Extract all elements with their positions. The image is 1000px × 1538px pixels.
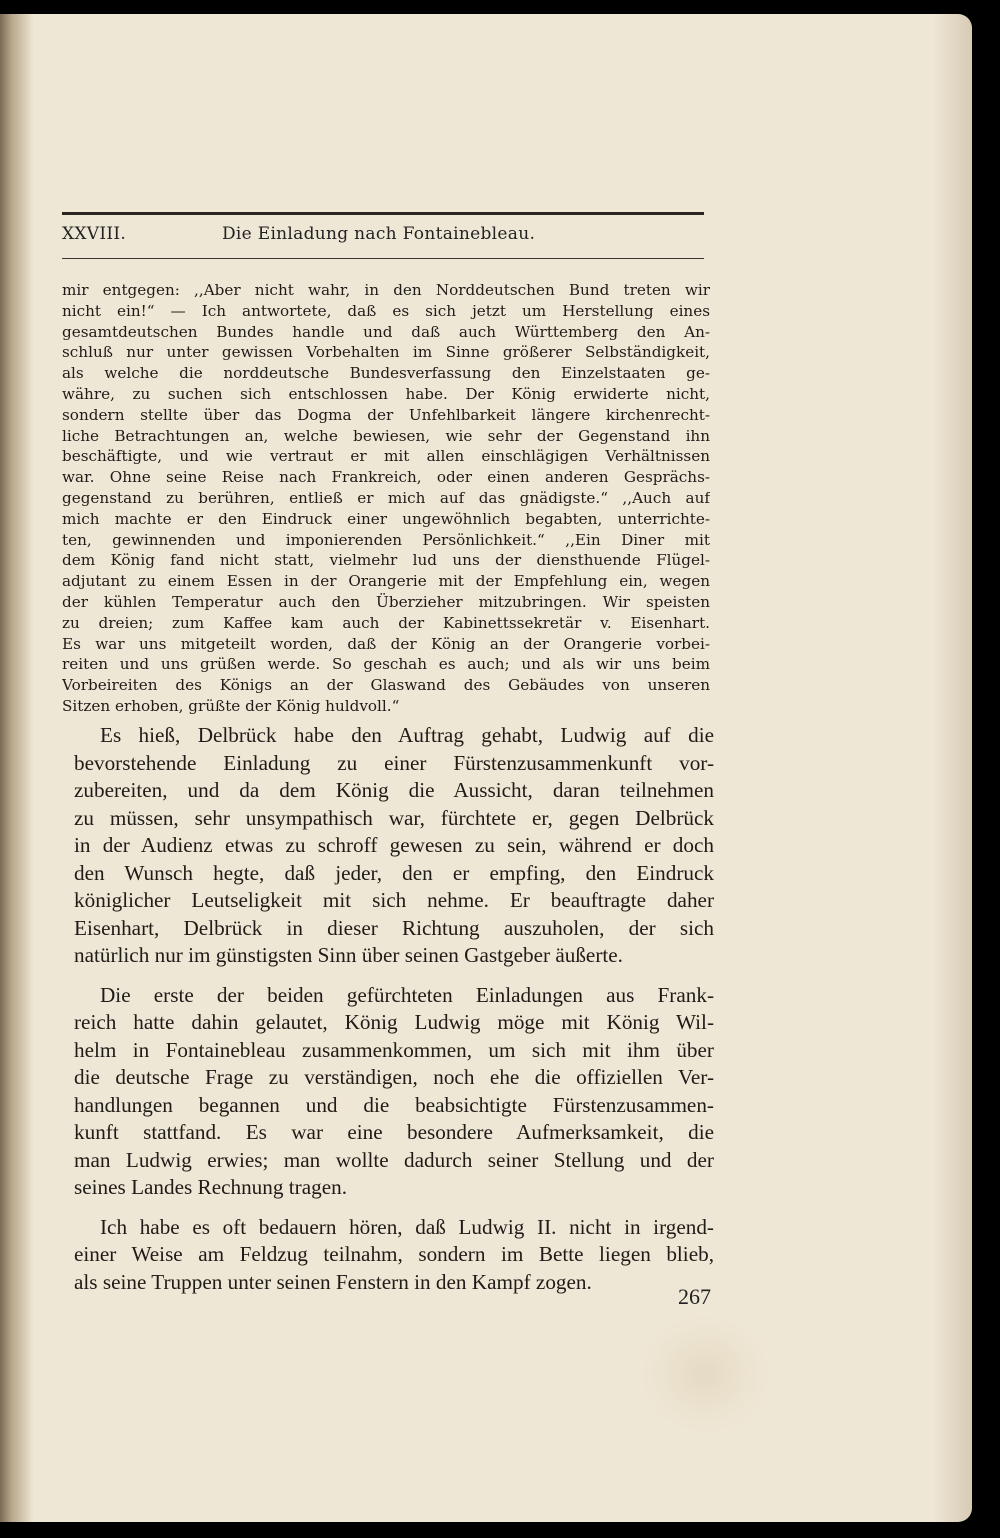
text-line: Eisenhart, Delbrück in dieser Richtung auszuholen, der sich (74, 915, 714, 940)
quote-line: ten, gewinnenden und imponierenden Persönlichkeit.“ ,,Ein Diner mit (62, 530, 710, 549)
quote-line: Vorbeireiten des Königs an der Glaswand des Gebäudes von unseren (62, 676, 710, 695)
text-line: bevorstehende Einladung zu einer Fürstenzusammenkunft vor- (74, 750, 714, 775)
quote-line: dem König fand nicht statt, vielmehr lud uns der diensthuende Flügel- (62, 551, 710, 570)
text-line: den Wunsch hegte, daß jeder, den er empfing, den Eindruck (74, 860, 714, 885)
paragraph (74, 982, 714, 1202)
quote-line: gegenstand zu berühren, entließ er mich auf das gnädigste.“ ,,Auch auf (62, 488, 710, 507)
quote-line: gesamtdeutschen Bundes handle und daß auch Württemberg den An- (62, 322, 710, 341)
page-number: 267 (678, 1284, 711, 1309)
body-text (74, 722, 714, 1308)
quote-line: nicht ein!“ — Ich antwortete, daß es sich jetzt um Herstellung eines (62, 301, 710, 320)
quote-line: als welche die norddeutsche Bundesverfassung den Einzelstaaten ge- (62, 364, 710, 383)
text-line: helm in Fontainebleau zusammenkommen, um sich mit ihm über (74, 1037, 714, 1062)
header-rule-bottom (62, 258, 704, 259)
quote-line: beschäftigte, und wie vertraut er mit allen einschlägigen Verhältnissen (62, 447, 710, 466)
paragraph (74, 722, 714, 970)
text-line: handlungen begannen und die beabsichtigte Fürstenzusammen- (74, 1092, 714, 1117)
text-line: kunft stattfand. Es war eine besondere Aufmerksamkeit, die (74, 1120, 714, 1144)
quote-line: Es war uns mitgeteilt worden, daß der König an der Orangerie vorbei- (62, 634, 710, 653)
quote-line: war. Ohne seine Reise nach Frankreich, oder einen anderen Gesprächs- (62, 468, 710, 487)
text-line: zubereiten, und da dem König die Aussicht, daran teilnehmen (74, 778, 714, 802)
quote-line: Sitzen erhoben, grüßte der König huldvoll.“ (62, 696, 400, 715)
chapter-number: XXVIII. (62, 224, 127, 244)
paper-stain (640, 1314, 770, 1434)
text-line: in der Audienz etwas zu schroff gewesen zu sein, während er doch (74, 833, 714, 857)
text-line: die deutsche Frage zu verständigen, noch ehe die offiziellen Ver- (74, 1065, 714, 1089)
quote-line: der kühlen Temperatur auch den Überzieher mitzubringen. Wir speisten (62, 592, 710, 611)
quote-line: adjutant zu einem Essen in der Orangerie mit der Empfehlung ein, wegen (62, 572, 710, 591)
text-line: einer Weise am Feldzug teilnahm, sondern im Bette liegen blieb, (74, 1242, 714, 1266)
chapter-title: Die Einladung nach Fontainebleau. (222, 224, 536, 244)
quote-line: liche Betrachtungen an, welche bewiesen, wie sehr der Gegenstand ihn (62, 426, 710, 445)
quote-line: mir entgegen: ,,Aber nicht wahr, in den Norddeutschen Bund treten wir (62, 281, 710, 299)
text-line: als seine Truppen unter seinen Fenstern in den Kampf zogen. (74, 1269, 592, 1294)
book-page (0, 14, 972, 1522)
quoted-passage (62, 280, 710, 717)
text-line: Die erste der beiden gefürchteten Einladungen aus Frank- (100, 982, 714, 1007)
text-line: Es hieß, Delbrück habe den Auftrag gehabt, Ludwig auf die (100, 723, 714, 747)
header-rule-top (62, 212, 704, 215)
quote-line: schluß nur unter gewissen Vorbehalten im Sinne größerer Selbständigkeit, (62, 343, 710, 362)
quote-line: reiten und uns grüßen werde. So geschah es auch; und als wir uns beim (62, 655, 710, 674)
quote-line: mich machte er den Eindruck einer ungewöhnlich begabten, unterrichte- (62, 509, 710, 528)
text-line: reich hatte dahin gelautet, König Ludwig möge mit König Wil- (74, 1010, 714, 1034)
text-line: königlicher Leutseligkeit mit sich nehme. Er beauftragte daher (74, 888, 714, 912)
paragraph (74, 1214, 714, 1297)
text-line: man Ludwig erwies; man wollte dadurch seiner Stellung und der (74, 1147, 714, 1172)
text-line: Ich habe es oft bedauern hören, daß Ludwig II. nicht in irgend- (100, 1214, 714, 1239)
quote-line: zu dreien; zum Kaffee kam auch der Kabinettssekretär v. Eisenhart. (62, 613, 710, 632)
quote-line: sondern stellte über das Dogma der Unfehlbarkeit längere kirchenrecht- (62, 405, 710, 424)
quote-line: währe, zu suchen sich entschlossen habe. Der König erwiderte nicht, (62, 384, 710, 403)
text-line: zu müssen, sehr unsympathisch war, fürchtete er, gegen Delbrück (74, 805, 714, 830)
text-line: seines Landes Rechnung tragen. (74, 1175, 347, 1199)
running-head (62, 224, 704, 244)
text-line: natürlich nur im günstigsten Sinn über seinen Gastgeber äußerte. (74, 943, 623, 967)
